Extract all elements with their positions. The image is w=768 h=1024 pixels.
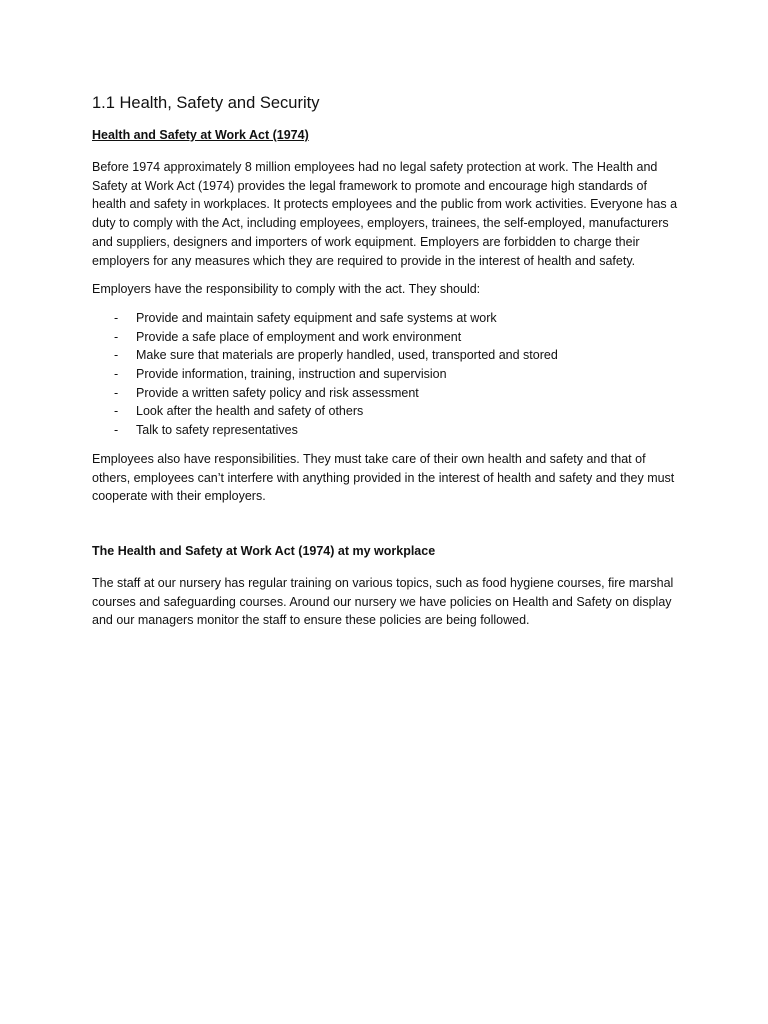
list-item-text: Make sure that materials are properly handled, used, transported and stored <box>136 348 558 363</box>
bullet-marker: - <box>114 367 119 382</box>
list-item <box>92 365 682 384</box>
list-item-text: Provide a written safety policy and risk assessment <box>136 385 419 400</box>
section-spacer <box>92 516 682 542</box>
list-item <box>92 346 682 365</box>
bullet-marker: - <box>114 423 119 438</box>
bullet-marker: - <box>114 385 119 400</box>
list-item <box>92 384 682 403</box>
employees-paragraph: Employees also have responsibilities. They must take care of their own health and safety and that of others, employees can’t interfere with anything provided in the interest of health and safety and they must cooperate with their employers. <box>92 451 675 504</box>
list-item-text: Talk to safety representatives <box>136 423 298 438</box>
intro-paragraph: Before 1974 approximately 8 million employees had no legal safety protection at work. The Health and Safety at Work Act (1974) provides the legal framework to promote and encourage high standards of health and safety in workplaces. It protects employees and the public from work activities. Everyone has a duty to comply with the Act, including employees, employers, trainees, the self-employed, manufacturers and suppliers, designers and importers of work equipment. Employers are forbidden to charge their employers for any measures which they are required to provide in the interest of health and safety. <box>92 160 678 268</box>
employer-duties-list <box>92 309 682 440</box>
section-heading-workplace: The Health and Safety at Work Act (1974) at my workplace <box>92 543 436 558</box>
employers-lead-paragraph: Employers have the responsibility to comply with the act. They should: <box>92 282 481 297</box>
list-item <box>92 328 682 347</box>
list-item <box>92 309 682 328</box>
list-item-text: Provide information, training, instruction and supervision <box>136 367 447 382</box>
bullet-marker: - <box>114 348 119 363</box>
list-item-text: Look after the health and safety of others <box>136 404 364 419</box>
document-page <box>92 92 682 640</box>
list-item-text: Provide and maintain safety equipment and safe systems at work <box>136 310 497 325</box>
list-item-text: Provide a safe place of employment and work environment <box>136 329 462 344</box>
bullet-marker: - <box>114 329 119 344</box>
list-item <box>92 402 682 421</box>
document-title: 1.1 Health, Safety and Security <box>92 94 320 112</box>
workplace-paragraph: The staff at our nursery has regular training on various topics, such as food hygiene courses, fire marshal courses and safeguarding courses. Around our nursery we have policies on Health and Safety on display and our managers monitor the staff to ensure these policies are being followed. <box>92 575 674 628</box>
bullet-marker: - <box>114 404 119 419</box>
list-item <box>92 421 682 440</box>
bullet-marker: - <box>114 310 119 325</box>
section-heading-act: Health and Safety at Work Act (1974) <box>92 128 309 142</box>
